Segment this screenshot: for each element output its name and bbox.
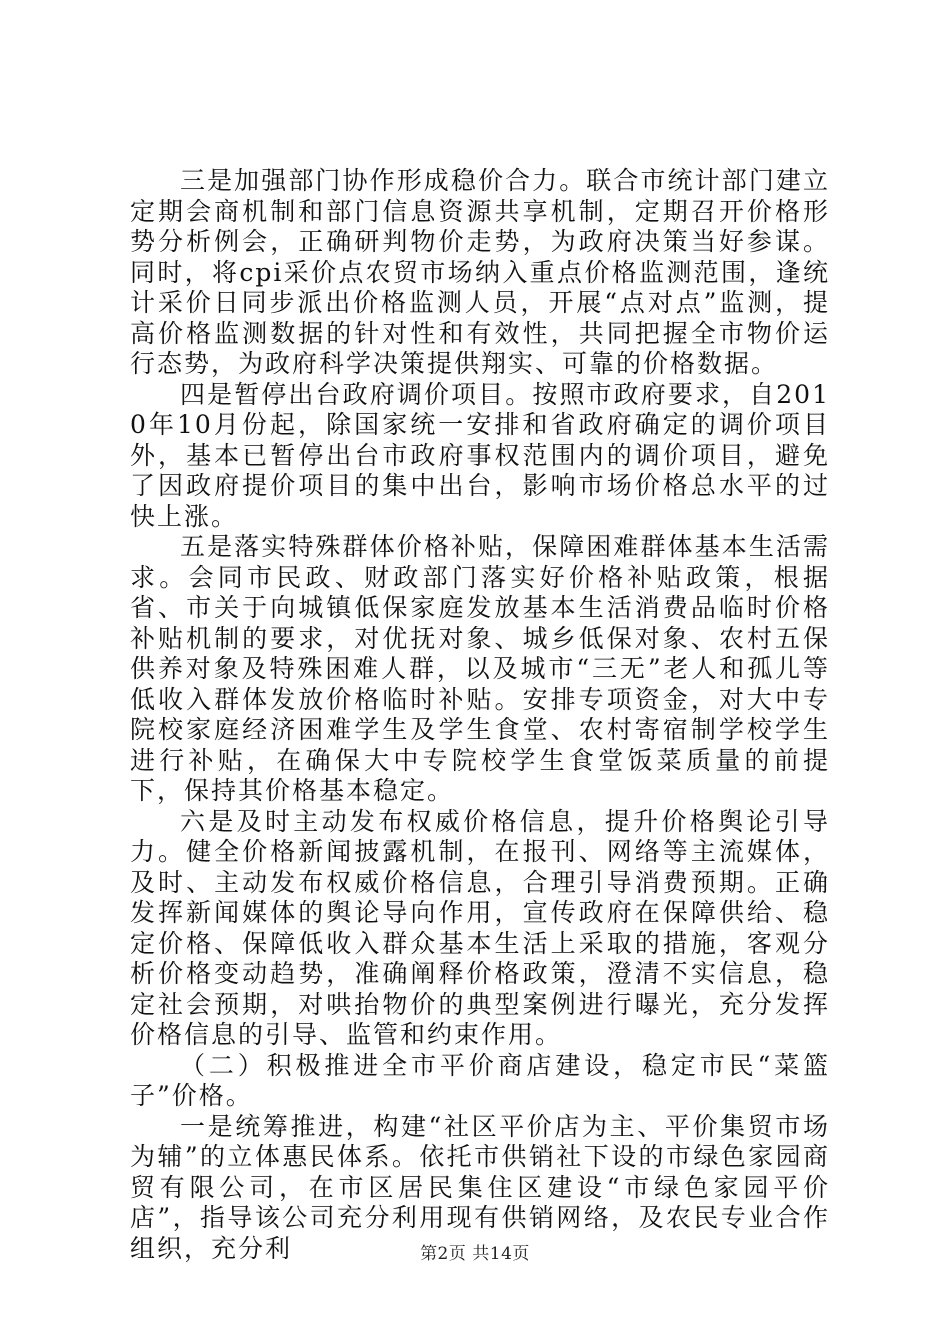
paragraph-suspend-price-adjustment: 四是暂停出台政府调价项目。按照市政府要求，自2010年10月份起，除国家统一安排和省政府确定的调价项目外，基本已暂停出台市政府事权范围内的调价项目，避免了因政府提价项目的集中出台，影响市场价格总水平的过快上涨。	[130, 379, 830, 531]
paragraph-special-group-subsidy: 五是落实特殊群体价格补贴，保障困难群体基本生活需求。会同市民政、财政部门落实好价格补贴政策，根据省、市关于向城镇低保家庭发放基本生活消费品临时价格补贴机制的要求，对优抚对象、城乡低保对象、农村五保供养对象及特殊困难人群，以及城市“三无”老人和孤儿等低收入群体发放价格临时补贴。安排专项资金，对大中专院校家庭经济困难学生及学生食堂、农村寄宿制学校学生进行补贴，在确保大中专院校学生食堂饭菜质量的前提下，保持其价格基本稳定。	[130, 532, 830, 805]
paragraph-price-coordination: 三是加强部门协作形成稳价合力。联合市统计部门建立定期会商机制和部门信息资源共享机制，定期召开价格形势分析例会，正确研判物价走势，为政府决策当好参谋。同时，将cpi采价点农贸市场纳入重点价格监测范围，逢统计采价日同步派出价格监测人员，开展“点对点”监测，提高价格监测数据的针对性和有效性，共同把握全市物价运行态势，为政府科学决策提供翔实、可靠的价格数据。	[130, 166, 830, 378]
paragraph-affordable-store-system: 一是统筹推进，构建“社区平价店为主、平价集贸市场为辅”的立体惠民体系。依托市供销社下设的市绿色家园商贸有限公司，在市区居民集住区建设“市绿色家园平价店”，指导该公司充分利用现有供销网络，及农民专业合作组织，充分利	[130, 1111, 830, 1263]
section-heading-affordable-stores: （二）积极推进全市平价商店建设，稳定市民“菜篮子”价格。	[130, 1050, 830, 1110]
page-number-footer: 第2页 共14页	[420, 1244, 530, 1264]
document-body	[130, 166, 830, 1264]
paragraph-price-information-release: 六是及时主动发布权威价格信息，提升价格舆论引导力。健全价格新闻披露机制，在报刊、网络等主流媒体，及时、主动发布权威价格信息，合理引导消费预期。正确发挥新闻媒体的舆论导向作用，宣传政府在保障供给、稳定价格、保障低收入群众基本生活上采取的措施，客观分析价格变动趋势，准确阐释价格政策，澄清不实信息，稳定社会预期，对哄抬物价的典型案例进行曝光，充分发挥价格信息的引导、监管和约束作用。	[130, 806, 830, 1049]
